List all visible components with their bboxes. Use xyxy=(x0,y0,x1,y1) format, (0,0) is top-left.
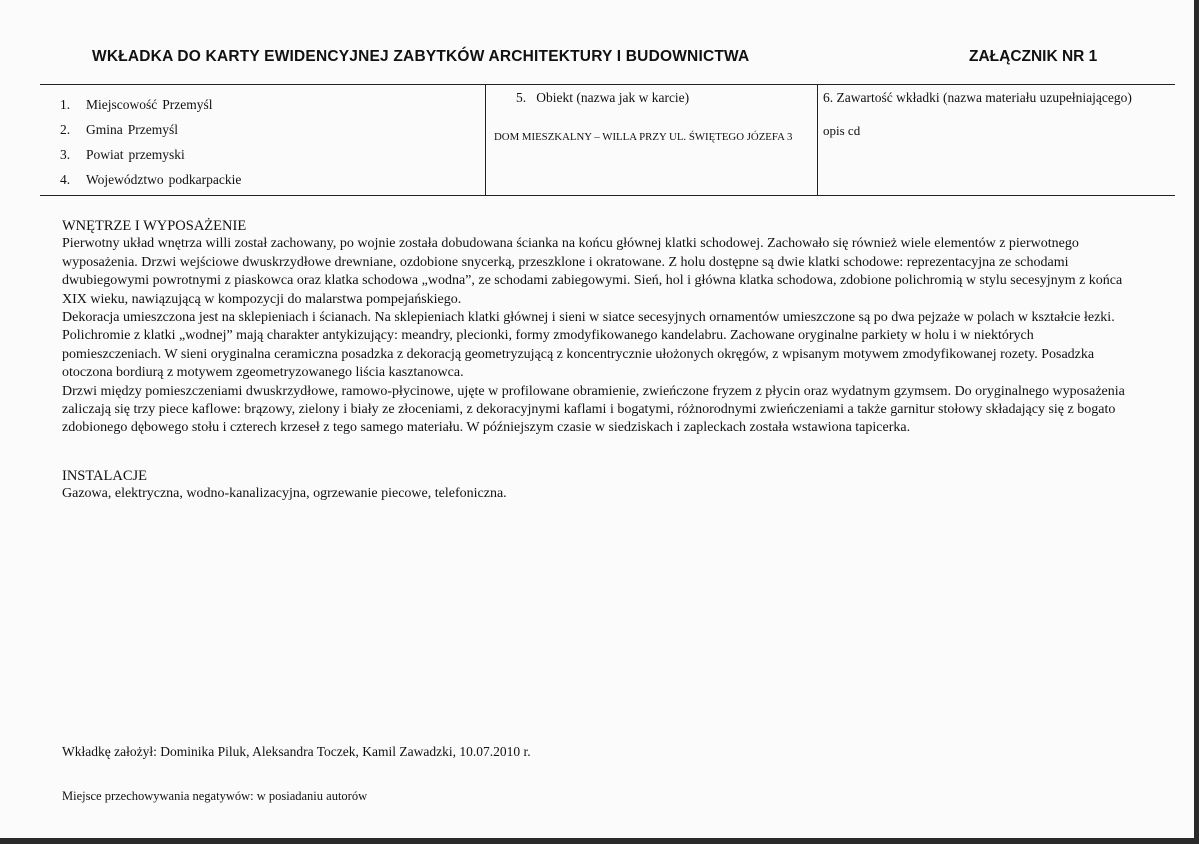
item-value: przemyski xyxy=(128,147,185,162)
paragraph: Drzwi między pomieszczeniami dwuskrzydłowe, ramowo-płycinowe, ujęte w profilowane obramienie, zwieńczone fryzem z płycin oraz wydatnym gzymsem. Do oryginalnego wyposażenia zaliczają się trzy piece kaflowe: brązowy, zielony i biały ze złoceniami, z dekoracyjnymi kaflami i bogatymi, różnorodnymi zwieńczeniami a także garnitur stołowy składający się z bogato zdobionego dębowego stołu i czterech krzeseł z tego samego materiału. W późniejszym czasie w siedziskach i zapleckach została wstawiona tapicerka. xyxy=(62,383,1125,436)
item-number: 1. xyxy=(60,97,71,112)
item-value: Przemyśl xyxy=(127,122,178,137)
storage-line: Miejsce przechowywania negatywów: w posiadaniu autorów xyxy=(62,789,368,803)
location-item xyxy=(60,122,480,147)
item-number: 3. xyxy=(60,147,71,162)
item-value: Przemyśl xyxy=(162,97,213,112)
item-value: podkarpackie xyxy=(168,172,242,187)
info-table xyxy=(40,84,1175,196)
object-heading: 5. Obiekt (nazwa jak w karcie) xyxy=(516,90,690,105)
contents-value: opis cd xyxy=(823,123,861,138)
location-item xyxy=(60,97,480,122)
table-divider xyxy=(817,85,818,195)
scan-edge-bottom xyxy=(0,838,1199,844)
document-title: WKŁADKA DO KARTY EWIDENCYJNEJ ZABYTKÓW ARCHITEKTURY I BUDOWNICTWA xyxy=(92,48,750,65)
authors-line: Wkładkę założył: Dominika Piluk, Aleksandra Toczek, Kamil Zawadzki, 10.07.2010 r. xyxy=(62,744,531,759)
item-number: 2. xyxy=(60,122,71,137)
item-label: Województwo xyxy=(86,172,164,187)
contents-heading: 6. Zawartość wkładki (nazwa materiału uzupełniającego) xyxy=(823,90,1132,105)
installations-section xyxy=(62,467,1132,504)
annex-label: ZAŁĄCZNIK NR 1 xyxy=(969,48,1098,65)
paragraph: Gazowa, elektryczna, wodno-kanalizacyjna, ogrzewanie piecowe, telefoniczna. xyxy=(62,486,507,502)
item-label: Powiat xyxy=(86,147,124,162)
paragraph: Pierwotny układ wnętrza willi został zachowany, po wojnie została dobudowana ścianka na końcu głównej klatki schodowej. Zachowało się również wiele elementów z pierwotnego wyposażenia. Drzwi wejściowe dwuskrzydłowe drewniane, ozdobione snycerką, przeszklone i okratowane. Z holu dostępne są dwie klatki schodowe: reprezentacyjna ze schodami dwubiegowymi powrotnymi z piaskowca oraz klatka schodowa „wodna”, ze schodami zabiegowymi. Sień, hol i główna klatka schodowa, zdobione polichromią w stylu secesyjnym z końca XIX wieku, nawiązującą w kompozycji do malarstwa pompejańskiego. xyxy=(62,236,1123,307)
location-item xyxy=(60,147,480,172)
location-item xyxy=(60,172,480,197)
paragraph: Dekoracja umieszczona jest na sklepieniach i ścianach. Na sklepieniach klatki głównej i sieni w siatce secesyjnych ornamentów umieszczone są po dwa pejzaże w polach w kształcie łezki. Polichromie z klatki „wodnej” mają charakter antykizujący: meandry, plecionki, formy zmodyfikowanego kandelabru. Zachowane oryginalne parkiety w holu i w niektórych pomieszczeniach. W sieni oryginalna ceramiczna posadzka z dekoracją geometryzującą z koncentrycznie ułożonych okręgów, z wpisanym motywem zmodyfikowanej rozety. Posadzka otoczona bordiurą z motywem zgeometryzowanego liścia kasztanowca. xyxy=(62,310,1115,381)
item-number: 4. xyxy=(60,172,71,187)
interior-section xyxy=(62,217,1132,438)
section-title: INSTALACJE xyxy=(62,468,148,484)
table-divider xyxy=(485,85,486,195)
scan-edge-right xyxy=(1194,0,1199,844)
location-list xyxy=(60,97,480,197)
item-label: Miejscowość xyxy=(86,97,158,112)
object-name: DOM MIESZKALNY – WILLA PRZY UL. ŚWIĘTEGO JÓZEFA 3 xyxy=(494,131,793,143)
section-title: WNĘTRZE I WYPOSAŻENIE xyxy=(62,218,247,234)
item-label: Gmina xyxy=(86,122,123,137)
